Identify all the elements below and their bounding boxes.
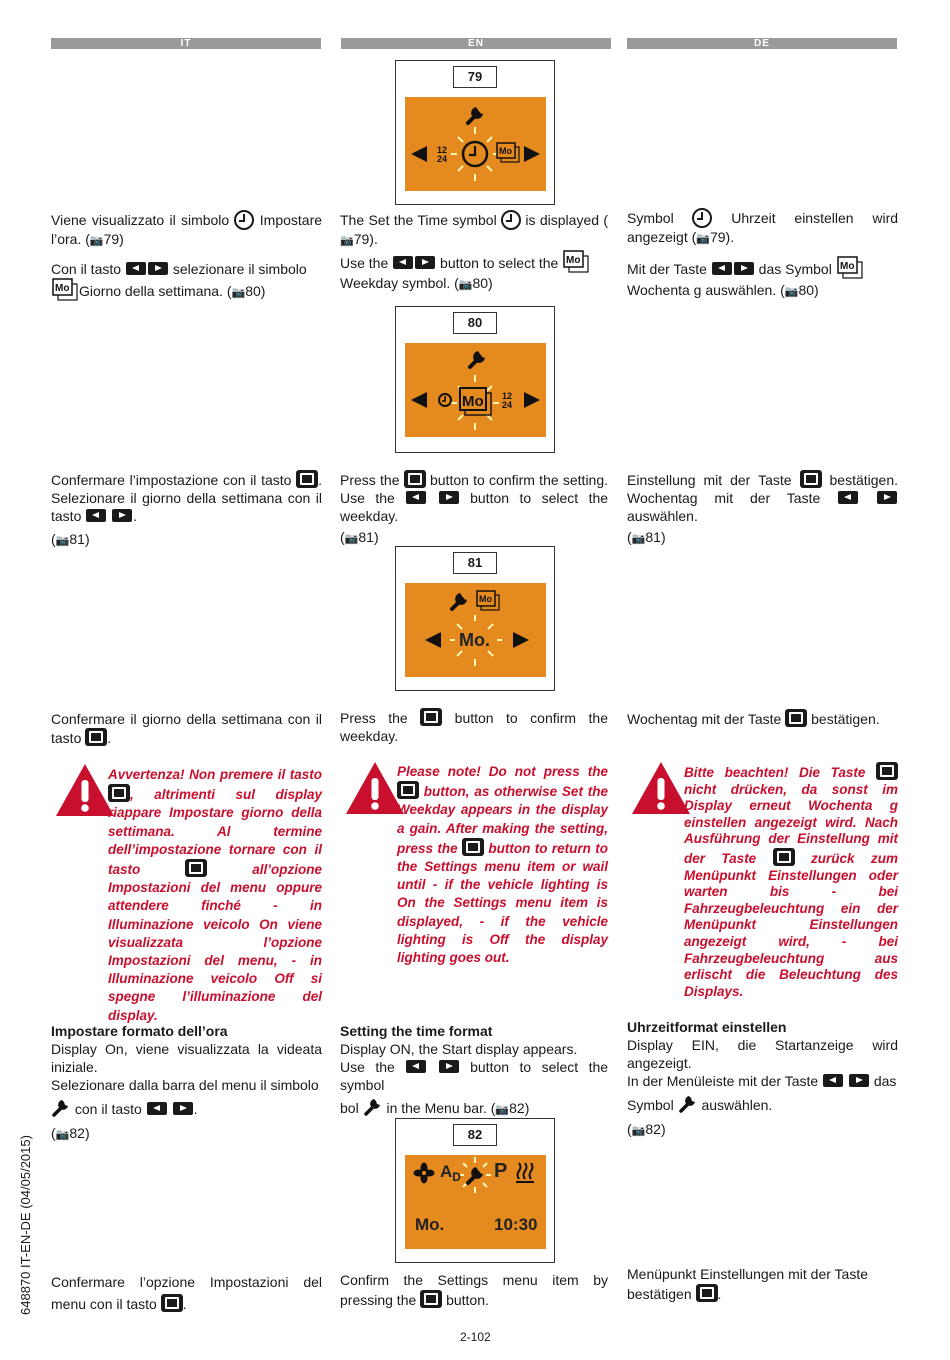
it-step-6: Confermare l’opzione Impostazioni del menu con il tasto . [51, 1274, 322, 1312]
ok-key-icon [785, 709, 807, 727]
left-key-icon [393, 256, 413, 269]
ok-key-icon [773, 848, 795, 866]
en-warning: Please note! Do not press the button, as otherwise Set the Weekday appears in the display a gain. After making the setting, press the button to return to the Settings menu item or wail until - if the vehicle lighting is On the Settings menu item is displayed, - if the vehicle lighting is Off the display lighting goes out. [397, 764, 608, 966]
de-step-6: Menüpunkt Einstellungen mit der Taste bestätigen . [627, 1266, 868, 1302]
ok-key-icon [696, 1284, 718, 1302]
wrench-icon [678, 1094, 698, 1114]
weekday-icon [497, 143, 519, 162]
header-it: IT [51, 38, 321, 49]
figure-number: 82 [453, 1124, 497, 1146]
weekday-icon-text: Mo [462, 393, 484, 410]
svg-text:12: 12 [437, 145, 448, 155]
de-step-3: Einstellung mit der Taste bestätigen. Wochentag mit der Taste auswählen. [627, 472, 899, 524]
park-label: P [494, 1160, 508, 1182]
right-key-icon [734, 262, 754, 275]
right-key-icon [849, 1074, 869, 1087]
arrow-left-icon [411, 392, 427, 408]
ok-key-icon [161, 1294, 183, 1312]
left-key-icon [838, 491, 858, 504]
left-key-icon [712, 262, 732, 275]
wrench-icon [468, 107, 483, 123]
ok-key-icon [800, 470, 822, 488]
en-step-6: Confirm the Settings menu item by pressing the button. [340, 1272, 608, 1308]
ok-key-icon [108, 784, 130, 802]
arrow-right-icon [524, 146, 540, 162]
ok-key-icon [876, 762, 898, 780]
right-key-icon [173, 1102, 193, 1115]
de-step-4: Wochentag mit der Taste bestätigen. [627, 711, 880, 727]
svg-text:12: 12 [502, 391, 513, 401]
left-key-icon [406, 491, 426, 504]
figure-80 [395, 306, 555, 453]
weekday-icon [562, 250, 590, 274]
ok-key-icon [462, 838, 484, 856]
left-key-icon [86, 509, 106, 522]
figure-82 [395, 1118, 555, 1263]
day-label: Mo. [415, 1215, 445, 1234]
right-key-icon [877, 491, 897, 504]
heater-icon [516, 1163, 534, 1182]
camera-icon: 📷 [458, 279, 473, 291]
arrow-right-icon [513, 632, 529, 648]
svg-text:Mo: Mo [55, 283, 70, 294]
svg-text:24: 24 [502, 400, 513, 410]
de-ref-81: (📷81) [627, 528, 666, 548]
camera-icon: 📷 [89, 235, 104, 247]
display-screen [405, 343, 546, 437]
svg-text:24: 24 [437, 154, 448, 164]
wrench-icon [452, 593, 467, 609]
wrench-icon [363, 1097, 383, 1117]
right-key-icon [112, 509, 132, 522]
en-ref-81: (📷81) [340, 528, 379, 548]
camera-icon: 📷 [696, 233, 710, 245]
figure-number: 80 [453, 312, 497, 334]
it-warning: Avvertenza! Non premere il tasto , altrimenti sul display riappare Impostare giorno della settimana. Al termine dell’impostazione tornare con il tasto all’opzione Impostazioni del menu oppure attendere finché - in Illuminazione veicolo On viene visualizzata l’opzione Impostazioni del menu, - in Illuminazione veicolo Off si spegne l’illuminazione del display. [108, 767, 322, 1023]
camera-icon: 📷 [231, 287, 246, 299]
figure-number: 81 [453, 552, 497, 574]
right-key-icon [439, 491, 459, 504]
weekday-icon [51, 278, 79, 302]
svg-text:Mo: Mo [479, 594, 492, 604]
warning-icon [54, 762, 116, 818]
weekday-icon [477, 591, 499, 610]
en-step-1: The Set the Time symbol is displayed (📷79). Use the button to select the Mo Weekday symbol. (📷80) [340, 210, 608, 294]
time-label: 10:30 [494, 1215, 538, 1234]
left-key-icon [126, 262, 146, 275]
left-key-icon [147, 1102, 167, 1115]
it-step-1: Viene visualizzato il simbolo Impostare l’ora. (📷79) [51, 210, 322, 250]
camera-icon: 📷 [55, 535, 70, 547]
display-screen [405, 97, 546, 191]
de-step-2: Mit der Taste das Symbol Mo Wochenta g auswählen. (📷80) [627, 256, 898, 303]
it-time-format: Impostare formato dell’ora Display On, viene visualizzata la videata iniziale. Selezionare dalla barra del menu il simbolo con il tasto . (📷82) [51, 1022, 322, 1144]
ok-key-icon [404, 470, 426, 488]
section-heading: Uhrzeitformat einstellen [627, 1019, 787, 1035]
weekday-value: Mo. [459, 630, 490, 650]
display-screen [405, 583, 546, 677]
section-heading: Impostare formato dell’ora [51, 1023, 228, 1039]
camera-icon: 📷 [495, 1104, 510, 1116]
right-key-icon [148, 262, 168, 275]
clock-icon [234, 210, 254, 230]
page-number: 2-102 [460, 1330, 491, 1344]
de-time-format: Uhrzeitformat einstellen Display EIN, die Startanzeige wird angezeigt. In der Menüleiste mit der Taste das Symbol auswählen. (📷82) [627, 1018, 898, 1140]
right-key-icon [439, 1060, 459, 1073]
svg-text:Mo: Mo [839, 261, 855, 272]
left-key-icon [823, 1074, 843, 1087]
wrench-icon [51, 1098, 71, 1118]
camera-icon: 📷 [784, 286, 799, 298]
arrow-right-icon [524, 392, 540, 408]
auto-mode-label: $A_D$ [440, 1162, 461, 1184]
en-time-format: Setting the time format Display ON, the Start display appears. Use the button to select the symbol bol in the Menu bar. (📷82) [340, 1022, 608, 1119]
en-step-4: Press the button to confirm the weekday. [340, 710, 609, 744]
it-step-3: Confermare l’impostazione con il tasto . Selezionare il giorno della settimana con il tasto . [51, 472, 322, 524]
arrow-left-icon [411, 146, 427, 162]
arrow-left-icon [425, 632, 441, 648]
ok-key-icon [296, 470, 318, 488]
it-ref-81: (📷81) [51, 530, 90, 550]
weekday-icon [836, 256, 864, 280]
svg-text:Mo: Mo [499, 146, 512, 156]
de-warning: Bitte beachten! Die Taste nicht drücken, da sonst im Display erneut Wochenta g einstellen angezeigt wird. Nach Ausführung der Einstellung mit der Taste zurück zum Menüpunkt Einstellungen oder warten bis - bei Fahrzeugbeleuchtung ein der Menüpunkt Einstellungen angezeigt wird, - bei Fahrzeugbeleuchtung aus erlischt die Beleuchtung des Displays. [684, 762, 898, 1000]
ok-key-icon [85, 728, 107, 746]
clock-icon [501, 210, 521, 230]
en-step-3: Press the button to confirm the setting. Use the button to select the weekday. [340, 472, 609, 524]
it-step-4: Confermare il giorno della settimana con il tasto . [51, 711, 322, 746]
ok-key-icon [397, 781, 419, 799]
fan-icon [414, 1163, 435, 1184]
figure-79 [395, 60, 555, 205]
right-key-icon [415, 256, 435, 269]
svg-text:Mo: Mo [566, 255, 581, 266]
figure-81 [395, 546, 555, 691]
section-heading: Setting the time format [340, 1023, 493, 1039]
camera-icon: 📷 [344, 533, 359, 545]
camera-icon: 📷 [631, 533, 646, 545]
left-key-icon [406, 1060, 426, 1073]
header-en: EN [341, 38, 611, 49]
ok-key-icon [420, 1290, 442, 1308]
ok-key-icon [185, 859, 207, 877]
camera-icon: 📷 [340, 235, 354, 247]
clock-icon [692, 208, 712, 228]
header-de: DE [627, 38, 897, 49]
display-screen [405, 1155, 546, 1249]
camera-icon: 📷 [631, 1125, 646, 1137]
it-step-2: Con il tasto selezionare il simbolo Mo Giorno della settimana. (📷80) [51, 260, 322, 302]
ok-key-icon [420, 708, 442, 726]
wrench-icon [470, 351, 485, 367]
document-code: 648870 IT-EN-DE (04/05/2015) [18, 1135, 33, 1315]
camera-icon: 📷 [55, 1129, 70, 1141]
de-step-1: Symbol Uhrzeit einstellen wird angezeigt (📷79). [627, 208, 898, 248]
figure-number: 79 [453, 66, 497, 88]
warning-icon [630, 760, 692, 816]
wrench-icon [468, 1167, 483, 1183]
